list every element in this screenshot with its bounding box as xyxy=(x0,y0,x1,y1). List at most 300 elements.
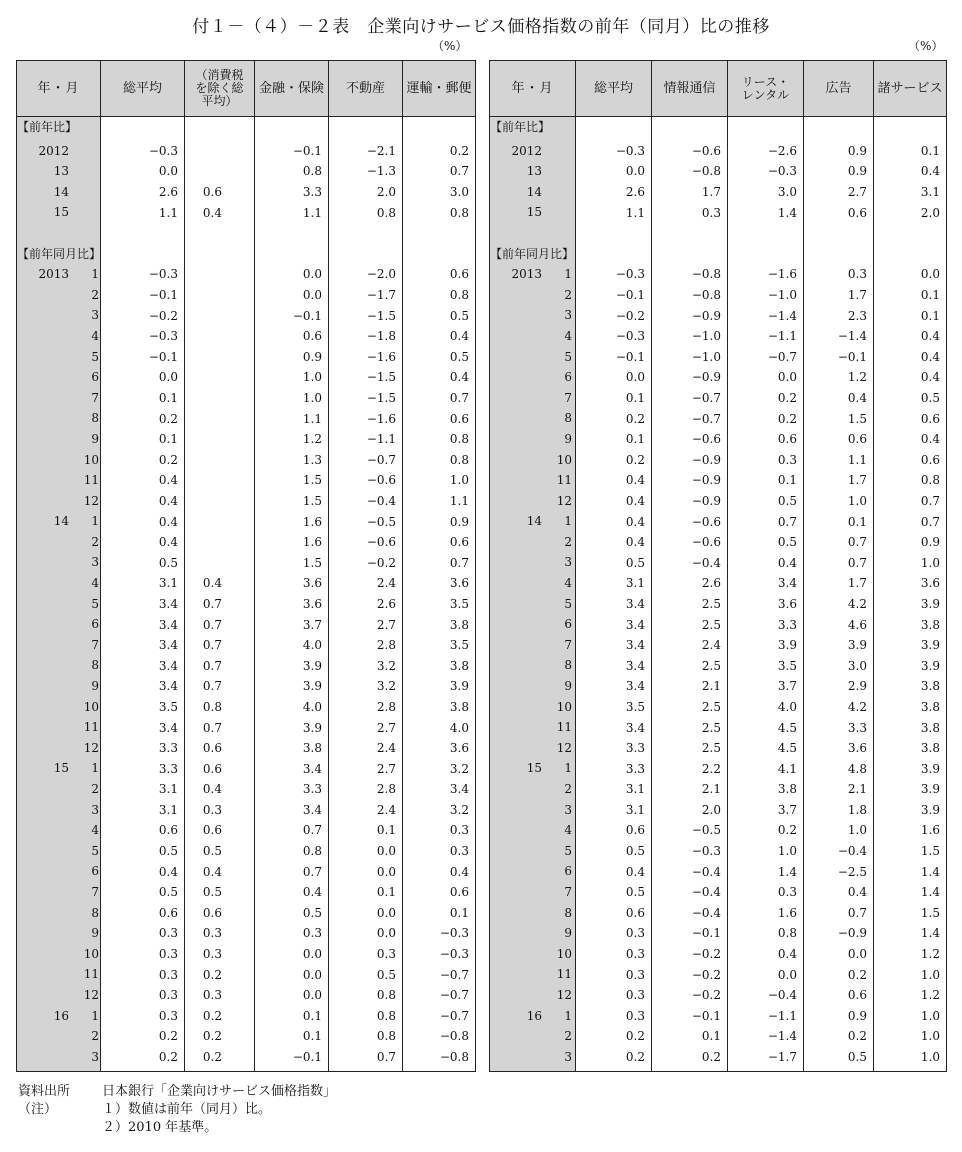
row-label xyxy=(490,758,576,779)
row-label xyxy=(17,202,101,223)
table-row xyxy=(17,861,476,882)
row-label xyxy=(17,676,101,697)
table-row xyxy=(17,882,476,903)
table-cell: 0.0 xyxy=(329,923,403,944)
table-cell: −0.3 xyxy=(403,944,476,965)
table-cell: −0.9 xyxy=(652,470,728,491)
table-cell: −1.5 xyxy=(329,367,403,388)
row-label xyxy=(490,573,576,594)
table-cell: −0.4 xyxy=(728,985,804,1006)
table-row xyxy=(490,470,947,491)
table-cell: 0.2 xyxy=(576,408,652,429)
table-cell: 0.1 xyxy=(255,1026,329,1047)
table-cell: 3.6 xyxy=(255,573,329,594)
column-header: 年・月 xyxy=(490,61,576,117)
table-row xyxy=(490,408,947,429)
row-label xyxy=(490,552,576,573)
table-cell: 2.5 xyxy=(652,738,728,759)
table-cell: 0.9 xyxy=(874,532,947,553)
table-cell: 0.3 xyxy=(101,944,185,965)
table-cell xyxy=(329,223,403,244)
table-cell: 3.3 xyxy=(101,758,185,779)
table-cell: −0.9 xyxy=(652,305,728,326)
row-label xyxy=(490,470,576,491)
row-label xyxy=(490,388,576,409)
month-label: 3 xyxy=(91,555,99,570)
left-header-row xyxy=(17,61,476,117)
table-cell: 2.0 xyxy=(329,182,403,203)
table-cell: 0.1 xyxy=(728,470,804,491)
table-cell: 0.4 xyxy=(874,326,947,347)
table-row xyxy=(17,985,476,1006)
table-cell: 0.5 xyxy=(101,841,185,862)
year-label: 14 xyxy=(53,184,69,199)
table-cell: 3.9 xyxy=(403,676,476,697)
month-label: 1 xyxy=(91,761,99,776)
table-cell: 2.5 xyxy=(652,655,728,676)
table-cell: 0.2 xyxy=(101,408,185,429)
column-header: 不動産 xyxy=(329,61,403,117)
table-cell: 0.0 xyxy=(329,861,403,882)
table-cell: −0.2 xyxy=(329,552,403,573)
month-label: 10 xyxy=(556,452,572,467)
month-label: 11 xyxy=(83,720,99,735)
row-label xyxy=(490,923,576,944)
table-cell: −1.7 xyxy=(728,1047,804,1072)
row-label xyxy=(17,573,101,594)
table-cell: 1.2 xyxy=(874,985,947,1006)
table-cell xyxy=(403,244,476,265)
table-cell: 1.4 xyxy=(874,882,947,903)
table-cell: 0.7 xyxy=(804,552,874,573)
table-cell: 0.0 xyxy=(329,841,403,862)
table-cell: 0.8 xyxy=(403,450,476,471)
table-cell: 1.1 xyxy=(101,202,185,223)
table-cell: 0.2 xyxy=(804,964,874,985)
table-cell: 1.2 xyxy=(804,367,874,388)
table-cell: 0.7 xyxy=(255,861,329,882)
table-cell: −1.7 xyxy=(329,285,403,306)
table-row xyxy=(490,450,947,471)
row-label xyxy=(490,347,576,368)
table-cell: 0.2 xyxy=(101,1026,185,1047)
column-header: （消費税 を除く総 平均） xyxy=(185,61,255,117)
month-label: 2 xyxy=(91,534,99,549)
table-row xyxy=(490,532,947,553)
month-label: 6 xyxy=(91,370,99,385)
table-cell: 2.2 xyxy=(652,758,728,779)
row-label xyxy=(490,141,576,162)
row-label xyxy=(490,429,576,450)
month-label: 4 xyxy=(91,576,99,591)
table-cell: 3.4 xyxy=(576,676,652,697)
table-cell: 0.4 xyxy=(101,532,185,553)
table-cell: 0.2 xyxy=(576,1047,652,1072)
table-row xyxy=(17,347,476,368)
table-cell: 0.3 xyxy=(185,985,255,1006)
year-label: 16 xyxy=(53,1008,69,1023)
table-cell: 3.0 xyxy=(804,655,874,676)
table-cell: 0.5 xyxy=(101,882,185,903)
table-cell: 0.9 xyxy=(403,511,476,532)
table-cell: 0.5 xyxy=(804,1047,874,1072)
table-row xyxy=(490,985,947,1006)
table-cell: 0.3 xyxy=(185,800,255,821)
table-cell: 0.6 xyxy=(804,429,874,450)
table-cell: 1.3 xyxy=(255,450,329,471)
table-cell: 3.7 xyxy=(728,676,804,697)
table-row xyxy=(17,285,476,306)
table-row xyxy=(17,326,476,347)
table-cell: 0.4 xyxy=(874,429,947,450)
table-cell: 3.9 xyxy=(255,676,329,697)
row-label xyxy=(490,305,576,326)
table-cell: 0.6 xyxy=(804,202,874,223)
row-label xyxy=(17,758,101,779)
table-row xyxy=(17,161,476,182)
table-cell: −0.4 xyxy=(652,552,728,573)
row-label xyxy=(490,841,576,862)
table-cell: 4.8 xyxy=(804,758,874,779)
table-cell: 3.1 xyxy=(576,573,652,594)
table-cell: −1.5 xyxy=(329,388,403,409)
table-cell: 0.2 xyxy=(185,1047,255,1072)
table-row xyxy=(17,141,476,162)
table-cell: 2.5 xyxy=(652,697,728,718)
table-cell: 0.7 xyxy=(185,717,255,738)
table-cell: −0.1 xyxy=(652,1006,728,1027)
row-label xyxy=(490,161,576,182)
table-cell: −0.3 xyxy=(728,161,804,182)
table-cell: −0.1 xyxy=(101,347,185,368)
row-label xyxy=(17,655,101,676)
row-label xyxy=(17,614,101,635)
row-label xyxy=(17,491,101,512)
table-row xyxy=(490,758,947,779)
month-label: 9 xyxy=(564,679,572,694)
footnote-text: 日本銀行「企業向けサービス価格指数」 xyxy=(102,1084,337,1099)
table-cell: 4.6 xyxy=(804,614,874,635)
table-cell: 0.8 xyxy=(185,697,255,718)
month-label: 4 xyxy=(91,328,99,343)
table-cell: 0.0 xyxy=(255,944,329,965)
row-label xyxy=(17,367,101,388)
table-row xyxy=(17,264,476,285)
table-cell: 2.9 xyxy=(804,676,874,697)
month-label: 12 xyxy=(556,987,572,1002)
table-cell: 2.1 xyxy=(652,676,728,697)
column-header: リース・ レンタル xyxy=(728,61,804,117)
table-row xyxy=(17,697,476,718)
table-cell xyxy=(185,161,255,182)
table-cell: 0.8 xyxy=(329,985,403,1006)
table-cell: 3.7 xyxy=(728,800,804,821)
column-header: 情報通信 xyxy=(652,61,728,117)
table-cell: 0.7 xyxy=(874,491,947,512)
table-cell: 0.6 xyxy=(101,903,185,924)
row-label xyxy=(17,552,101,573)
table-cell xyxy=(185,408,255,429)
table-cell: 3.3 xyxy=(576,738,652,759)
table-cell: 0.9 xyxy=(255,347,329,368)
table-row xyxy=(17,903,476,924)
month-label: 7 xyxy=(564,390,572,405)
table-cell: 0.6 xyxy=(185,738,255,759)
table-row xyxy=(17,367,476,388)
table-cell: 3.3 xyxy=(728,614,804,635)
table-row xyxy=(17,594,476,615)
table-cell xyxy=(185,244,255,265)
table-cell: 1.7 xyxy=(804,285,874,306)
table-cell: 0.8 xyxy=(329,202,403,223)
month-label: 4 xyxy=(91,823,99,838)
row-label xyxy=(17,1047,101,1072)
table-cell: 1.4 xyxy=(874,861,947,882)
table-cell: −1.6 xyxy=(728,264,804,285)
table-cell: 3.8 xyxy=(255,738,329,759)
table-cell: 0.9 xyxy=(804,161,874,182)
row-label xyxy=(17,244,101,265)
table-row xyxy=(17,182,476,203)
table-row xyxy=(490,655,947,676)
table-cell: 4.0 xyxy=(403,717,476,738)
month-label: 2 xyxy=(564,1029,572,1044)
table-cell: 0.4 xyxy=(101,511,185,532)
table-cell: 3.1 xyxy=(101,573,185,594)
table-cell: 3.4 xyxy=(255,758,329,779)
table-cell: 3.4 xyxy=(576,614,652,635)
table-cell: 3.9 xyxy=(255,655,329,676)
month-label: 12 xyxy=(556,740,572,755)
table-cell: 3.9 xyxy=(874,758,947,779)
table-row xyxy=(490,738,947,759)
table-row xyxy=(490,511,947,532)
table-cell: 0.7 xyxy=(403,388,476,409)
table-cell: 3.9 xyxy=(874,635,947,656)
month-label: 4 xyxy=(564,328,572,343)
row-label xyxy=(17,841,101,862)
table-row xyxy=(490,923,947,944)
table-cell: 3.4 xyxy=(576,717,652,738)
month-label: 3 xyxy=(564,1049,572,1064)
table-cell xyxy=(185,347,255,368)
table-cell xyxy=(185,367,255,388)
column-header: 金融・保険 xyxy=(255,61,329,117)
table-cell: −0.8 xyxy=(403,1026,476,1047)
row-label xyxy=(490,1006,576,1027)
month-label: 11 xyxy=(556,473,572,488)
month-label: 1 xyxy=(91,267,99,282)
month-label: 11 xyxy=(556,967,572,982)
month-label: 1 xyxy=(564,761,572,776)
table-cell: 0.4 xyxy=(101,861,185,882)
month-label: 8 xyxy=(91,658,99,673)
table-cell: −0.9 xyxy=(652,491,728,512)
table-cell: 0.7 xyxy=(804,532,874,553)
table-row xyxy=(490,841,947,862)
table-cell: 0.6 xyxy=(576,820,652,841)
row-label xyxy=(17,923,101,944)
table-cell: −0.7 xyxy=(652,388,728,409)
table-cell: 0.7 xyxy=(728,511,804,532)
month-label: 9 xyxy=(564,431,572,446)
month-label: 12 xyxy=(83,740,99,755)
row-label xyxy=(17,779,101,800)
table-cell: 3.4 xyxy=(255,800,329,821)
table-cell: 0.0 xyxy=(329,903,403,924)
table-cell: 0.3 xyxy=(101,964,185,985)
row-label xyxy=(490,285,576,306)
row-label xyxy=(17,944,101,965)
table-cell: 0.7 xyxy=(804,903,874,924)
row-label xyxy=(490,532,576,553)
table-cell: 0.4 xyxy=(728,552,804,573)
row-label xyxy=(490,594,576,615)
row-label xyxy=(490,408,576,429)
table-cell: 0.8 xyxy=(329,1006,403,1027)
row-label xyxy=(490,985,576,1006)
row-label xyxy=(17,117,101,141)
table-cell: 3.8 xyxy=(728,779,804,800)
month-label: 8 xyxy=(564,411,572,426)
table-cell: 0.0 xyxy=(255,985,329,1006)
table-cell: 2.1 xyxy=(804,779,874,800)
month-label: 8 xyxy=(91,905,99,920)
table-cell: 1.0 xyxy=(403,470,476,491)
month-label: 5 xyxy=(564,349,572,364)
table-cell: 2.7 xyxy=(329,614,403,635)
table-cell: −1.6 xyxy=(329,347,403,368)
month-label: 2 xyxy=(564,534,572,549)
table-cell: 3.1 xyxy=(576,779,652,800)
table-cell xyxy=(804,223,874,244)
table-cell: 3.3 xyxy=(255,779,329,800)
table-cell: 3.6 xyxy=(403,738,476,759)
year-label: 2013 xyxy=(511,267,542,282)
table-cell xyxy=(804,244,874,265)
table-row xyxy=(17,1026,476,1047)
table-cell xyxy=(185,388,255,409)
row-label xyxy=(490,117,576,141)
month-label: 3 xyxy=(91,802,99,817)
table-cell xyxy=(403,223,476,244)
table-cell: 0.4 xyxy=(874,161,947,182)
table-cell: 3.6 xyxy=(255,594,329,615)
table-cell: 2.5 xyxy=(652,614,728,635)
month-label: 3 xyxy=(564,555,572,570)
month-label: 3 xyxy=(91,308,99,323)
table-cell: 0.3 xyxy=(101,985,185,1006)
table-cell: 3.9 xyxy=(874,594,947,615)
table-cell: 2.6 xyxy=(329,594,403,615)
row-label xyxy=(17,285,101,306)
table-cell: 2.5 xyxy=(652,594,728,615)
row-label xyxy=(17,635,101,656)
month-label: 1 xyxy=(91,1008,99,1023)
row-label xyxy=(17,800,101,821)
table-cell: 0.4 xyxy=(576,861,652,882)
table-cell: 1.5 xyxy=(874,841,947,862)
right-table-body xyxy=(490,117,947,1072)
table-cell: 0.0 xyxy=(728,367,804,388)
table-cell: 3.2 xyxy=(403,758,476,779)
table-cell: 0.3 xyxy=(185,923,255,944)
table-cell: 0.0 xyxy=(874,264,947,285)
table-cell xyxy=(874,223,947,244)
year-label: 15 xyxy=(526,205,542,220)
table-cell: 1.5 xyxy=(255,491,329,512)
table-cell: 0.6 xyxy=(185,820,255,841)
row-label xyxy=(17,511,101,532)
table-row xyxy=(490,388,947,409)
table-row xyxy=(490,800,947,821)
table-cell xyxy=(576,117,652,141)
month-label: 2 xyxy=(91,287,99,302)
row-label xyxy=(17,326,101,347)
table-cell: −2.1 xyxy=(329,141,403,162)
month-label: 11 xyxy=(83,473,99,488)
table-cell: 0.2 xyxy=(652,1047,728,1072)
table-cell xyxy=(101,223,185,244)
table-cell: 0.5 xyxy=(874,388,947,409)
table-row xyxy=(490,305,947,326)
table-row xyxy=(490,244,947,265)
table-row xyxy=(490,1026,947,1047)
row-label xyxy=(490,800,576,821)
table-cell: −1.4 xyxy=(804,326,874,347)
table-cell: 0.2 xyxy=(185,1026,255,1047)
table-row xyxy=(490,367,947,388)
year-label: 15 xyxy=(53,205,69,220)
footnote-text: １）数値は前年（同月）比。 xyxy=(102,1102,272,1117)
table-cell: 0.4 xyxy=(101,470,185,491)
table-cell: −1.3 xyxy=(329,161,403,182)
table-row xyxy=(17,117,476,141)
table-cell: 0.7 xyxy=(185,676,255,697)
table-cell: 3.3 xyxy=(101,738,185,759)
table-cell xyxy=(255,223,329,244)
table-cell: 1.2 xyxy=(874,944,947,965)
table-cell: 3.4 xyxy=(101,594,185,615)
right-table xyxy=(489,60,947,1072)
month-label: 12 xyxy=(83,987,99,1002)
table-cell xyxy=(728,117,804,141)
table-cell: 0.4 xyxy=(576,511,652,532)
table-cell: −1.4 xyxy=(728,1026,804,1047)
month-label: 3 xyxy=(564,308,572,323)
table-cell: 0.4 xyxy=(185,202,255,223)
year-label: 14 xyxy=(526,184,542,199)
table-cell: 2.8 xyxy=(329,779,403,800)
column-header: 総平均 xyxy=(576,61,652,117)
month-label: 7 xyxy=(91,390,99,405)
row-label xyxy=(17,820,101,841)
month-label: 10 xyxy=(556,699,572,714)
table-cell: 3.9 xyxy=(255,717,329,738)
table-cell: 0.7 xyxy=(329,1047,403,1072)
table-row xyxy=(490,326,947,347)
table-cell: 0.3 xyxy=(576,944,652,965)
table-cell: 2.0 xyxy=(874,202,947,223)
table-cell: 4.0 xyxy=(255,697,329,718)
table-cell: −0.2 xyxy=(652,944,728,965)
table-cell: 3.8 xyxy=(874,697,947,718)
table-cell: 3.4 xyxy=(101,717,185,738)
table-cell: 0.6 xyxy=(804,985,874,1006)
table-row xyxy=(17,552,476,573)
table-cell: −0.9 xyxy=(652,450,728,471)
table-cell: 2.0 xyxy=(652,800,728,821)
